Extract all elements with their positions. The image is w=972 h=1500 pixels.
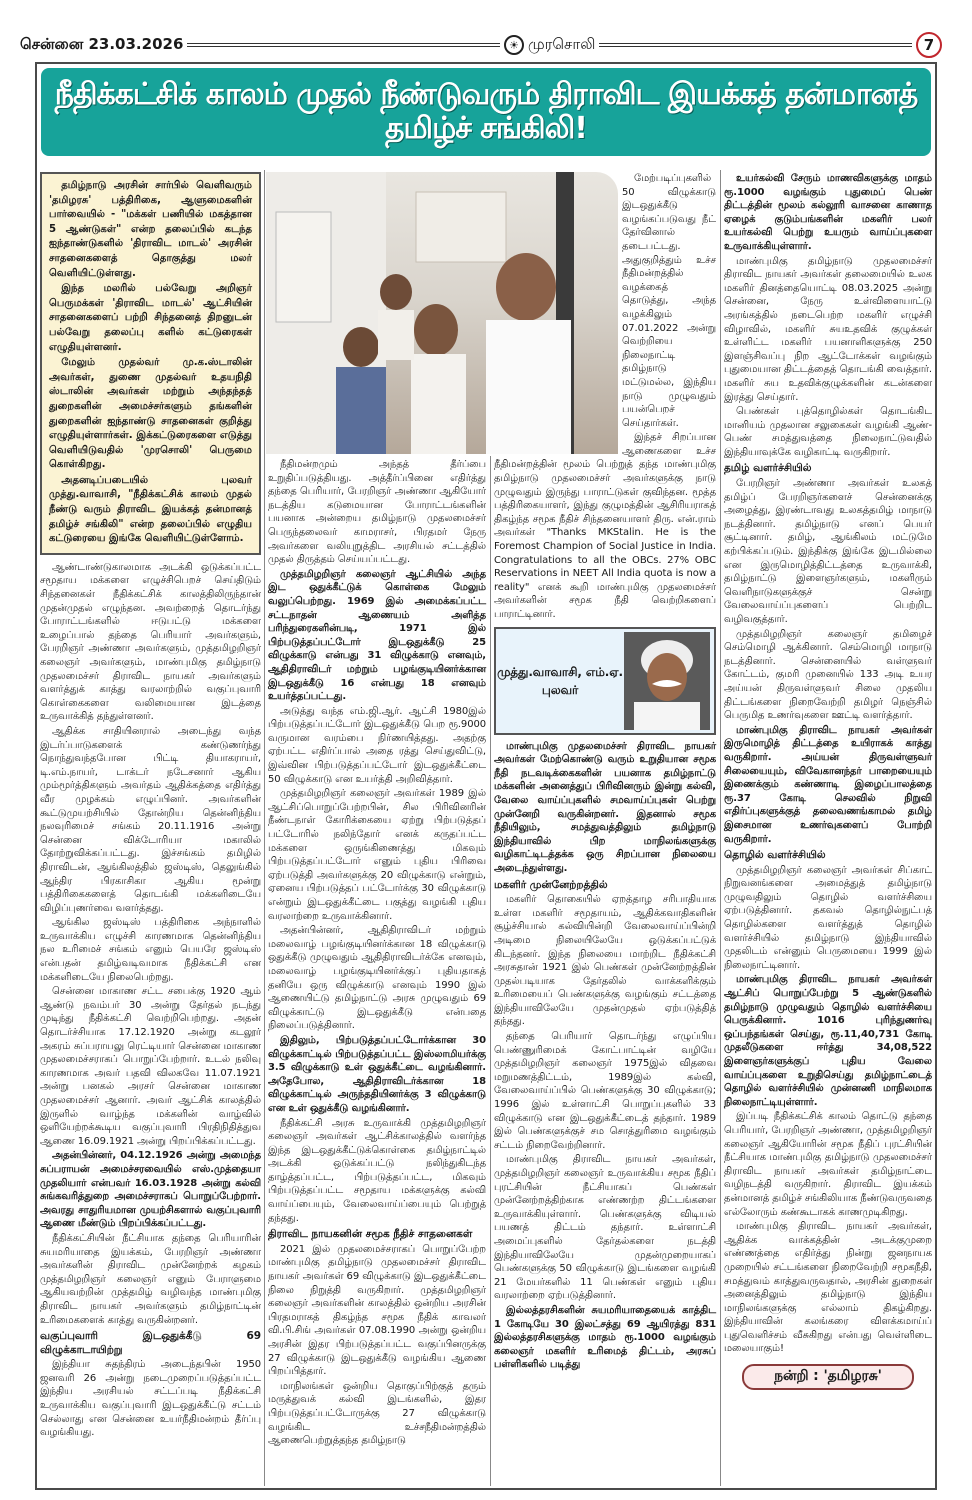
article-paragraph: மாநிலங்கள் ஒன்றிய தொகுப்பிற்குத் தரும் மருத்துவக் கல்வி இடங்களில், இதர பிற்படுத்தப்பட்டோருக்கு 27 விழுக்காடு வழங்கிட உச்சநீதிமன்றத்தில் ஆணைபெற்றுத்தந்த தமிழ்நாடு — [268, 1380, 486, 1447]
column-3 — [494, 172, 716, 1373]
article-paragraph: அடுத்து வந்த எம்.ஜி.ஆர். ஆட்சி 1980இல் பிற்படுத்தப்பட்டோர் இடஒதுக்கீடு பெற ரூ.9000 வருமான வரம்பை நிர்ணயித்தது. அதற்கு ஏற்பட்ட எதிர்ப்பால் அதை ரத்து செய்துவிட்டு, இவ்வின பிற்படுத்தப்பட்டோர் இடஒதுக்கீட்டை 50 விழுக்காடு என உயர்த்தி அறிவித்தார். — [268, 705, 486, 785]
article-paragraph: முத்தமிழறிஞர் கலைஞர் அவர்கள் 1989 இல் ஆட்சிப்பொறுப்பேற்றபின், சில பிரிவினரின் நீண்டநாள் கோரிக்கையை ஏற்று பிற்படுத்தப் பட்டோரில் நலிந்தோர் எனக் கருதப்பட்ட மக்களை ஒருங்கிணைத்து மிகவும் பிற்படுத்தப்பட்டோர் எனும் புதிய பிரிவை ஏற்படுத்தி அவர்களுக்கு 20 விழுக்காடு என்றும், ஏனைய பிற்படுத்தப் பட்டோர்க்கு 30 விழுக்காடு என்றும் இடஒதுக்கீட்டை பகுத்து வழங்கி புதிய வரலாற்றை உருவாக்கினார். — [268, 788, 486, 922]
article-paragraph: மாண்புமிகு தமிழ்நாடு முதலமைச்சர் திராவிட நாயகர் அவர்கள் தலைமையில் உலக மகளிர் தினத்தையொட்டி 08.03.2025 அன்று சென்னை, நேரு உள்விளையாட்டு அரங்கத்தில் நடைபெற்ற மகளிர் எழுச்சி விழாவில், மகளிர் சுயஉதவிக் குழுக்கள் உள்ளிட்ட மகளிர் பயனாளிகளுக்கு 250 இளஞ்சிவப்பு நிற ஆட்டோக்கள் வழங்கும் புதுமையான திட்டத்தைத் தொடங்கி வைத்தார். மகளிர் சுய உதவிக்குழுக்களின் கடன்களை இரத்து செய்தார். — [724, 255, 932, 403]
paper-name: முரசொலி — [527, 35, 596, 53]
article-paragraph: இல்லத்தரசிகளின் சுயமரியாதையைக் காத்திட 1 கோடியே 30 இலட்சத்து 69 ஆயிரத்து 831 இல்லத்தரசிகளுக்கு மாதம் ரூ.1000 வழங்கும் கலைஞர் மகளிர் உரிமைத் திட்டம், அரசுப் பள்ளிகளில் படித்து — [494, 1304, 716, 1371]
article-paragraph: மாண்புமிகு திராவிட நாயகர் அவர்கள், ஆதிக்க வாக்கத்தின் அடக்குமுறை எண்ணத்தை எதிர்த்து நின்று ஜனநாயக முறையில் சட்டங்களை நிறைவேற்றி சமூகநீதி, சமத்துவம் காத்துவருவதால், அரசின் துறைகள் அனைத்திலும் தமிழ்நாடு இந்திய மாநிலங்களுக்கு எல்லாம் திகழ்கிறது. இந்தியாவின் கலங்கரை விளக்கமாய்ப் புதுவெளிச்சம் வீசுகிறது என்பது வெள்ளிடை மலையாகும்! — [724, 1221, 932, 1355]
headline-box — [35, 62, 937, 160]
page-header — [20, 30, 942, 60]
article-paragraph: நீதிக்கட்சி அரசு உருவாக்கி முத்தமிழறிஞர் கலைஞர் அவர்கள் ஆட்சிக்காலத்தில் வளர்ந்த இந்த இடஒதுக்கீட்டுக்கொள்கை தமிழ்நாட்டில் அடக்கி ஒடுக்கப்பட்டு நலிந்துகிடந்த தாழ்த்தப்பட்ட, பிற்படுத்தப்பட்ட, மிகவும் பிற்படுத்தப்பட்ட சமூதாய மக்களுக்கு கல்வி வாய்ப்பையும், வேலைவாய்ப்பையும் பெற்றுத் தந்தது. — [268, 1117, 486, 1224]
article-paragraph: இப்படி நீதிக்கட்சிக் காலம் தொட்டு தந்தை பெரியார், பேரறிஞர் அண்ணா, முத்தமிழறிஞர் கலைஞர் ஆகியோரின் சமூக நீதிப் புரட்சியின் நீட்சியாக மாண்புமிகு தமிழ்நாடு முதலமைச்சர் திராவிட நாயகர் அவர்கள் தமிழ்நாட்டை வழிநடத்தி வருகிறார். திராவிட இயக்கம் தன்மானத் தமிழ்ச் சங்கிலியாக நீண்டுவருவதை எல்லோரும் கண்கூடாகக் காணமுடிகிறது. — [724, 1111, 932, 1218]
photo-wrap-spacer — [494, 172, 622, 456]
article-paragraph: நீதிமன்றமும் அந்தத் தீர்ப்பை உறுதிப்படுத்தியது. அத்தீர்ப்பினை எதிர்த்து தந்தை பெரியார், பேரறிஞர் அண்ணா ஆகியோர் நடத்திய கடுமையான போராட்டங்களின் பயனாக அன்றைய தமிழ்நாடு முதலமைச்சர் பெருந்தலைவர் காமராசர், பிரதமர் நேரு அவர்களை வலியுறுத்திட அரசியல் சட்டத்தில் முதல் திருத்தம் செய்யப்பட்டது. — [268, 459, 486, 566]
article-paragraph: அதன்பின்னர், 04.12.1926 அன்று அமைந்த சுப்பராயன் அமைச்சரவையில் எஸ்.முத்தையா முதலியார் என்பவர் 16.03.1928 அன்று கல்வி சுங்கவரித்துறை அமைச்சராகப் பொறுப்பேற்றார். அவரது சாதுரியமான முயற்சிகளால் வகுப்புவாரி ஆணை மீண்டும் பிறப்பிக்கப்பட்டது. — [40, 1150, 261, 1230]
section-heading: தமிழ் வளர்ச்சியில் — [724, 462, 812, 475]
article-paragraph: மேற்படிப்புகளில் 50 விழுக்காடு இடஒதுக்கீடு வழங்கப்படுவது நீட் தேர்வினால் தடைபட்டது. அதுகுறித்தும் உச்ச நீதிமன்றத்தில் வழக்கைத் தொடுத்து, அந்த வழக்கிலும் 07.01.2022 அன்று வெற்றியை நிலைநாட்டி தமிழ்நாடு மட்டுமல்ல, இந்திய நாடு முழுவதும் பயன்பெறச் செய்தார்கள். — [622, 173, 716, 429]
article-paragraph: இந்தச் சிறப்பான ஆணைகளை உச்ச நீதிமன்றத்தின் மூலம் பெற்றுத் தந்த மாண்புமிகு தமிழ்நாடு முதலமைச்சர் அவர்களுக்கு நாடு முழுவதும் இருந்து பாராட்டுகள் குவிந்தன. மூத்த பத்திரிகையாளர், இந்து குழுமத்தின் ஆசிரியராகத் திகழ்ந்த சமூக நீதிச் சிந்தனையாளர் திரு. என்.ராம் அவர்கள் "Thanks MKStalin. He is the Foremost Champion of Social Justice in India. Congratulations to all the OBCs. 27% OBC Reservations in NEET All India quota is now a reality" எனக் கூறி மாண்புமிகு முதலமைச்சர் அவர்களின் சமூக நீதி வெற்றிகளைப் பாராட்டினார். — [494, 432, 716, 620]
article-paragraph: மாண்புமிகு திராவிட நாயகர் அவர்கள் இருமொழித் திட்டத்தை உயிராகக் காத்து வருகிறார். அய்யன் திருவள்ளுவர் சிலையையும், விவேகானந்தர் பாறையையும் இணைக்கும் கண்ணாடி இழைப்பாலத்தை ரூ.37 கோடி செலவில் நிறுவி எதிர்ப்புகளுக்குத் தலைவணங்காமல் தமிழ் இசைமான உணர்வுகளைப் போற்றி வருகிறார். — [724, 724, 932, 845]
page-number: 7 — [916, 32, 942, 58]
rising-sun-emblem-icon: ☀ — [504, 35, 524, 55]
article-paragraph: இந்தியா சுதந்திரம் அடைந்தபின் 1950 ஜனவரி 26 அன்று நடைமுறைப்படுத்தப்பட்ட இந்திய அரசியல் சட்டப்படி நீதிக்கட்சி உருவாக்கிய வகுப்புவாரி இடஒதுக்கீட்டு சட்டம் செல்லாது என சென்னை உயர்நீதிமன்றம் தீர்ப்பு வழங்கியது. — [40, 1359, 261, 1439]
header-rule — [187, 43, 500, 47]
intro-paragraph: மேலும் முதல்வர் மு.க.ஸ்டாலின் அவர்கள், துணை முதல்வர் உதயநிதி ஸ்டாலின் அவர்கள் மற்றும் அந்தந்தத் துறைகளின் அமைச்சர்களும் தங்களின் துறைகளின் ஐந்தாண்டு சாதனைகள் குறித்து எழுதியுள்ளார்கள். இக்கட்டுரைகளை எடுத்து வெளியிடுவதில் 'முரசொலி' பெருமை கொள்கிறது. — [49, 357, 252, 471]
article-paragraph: முத்தமிழறிஞர் கலைஞர் ஆட்சியில் அந்த இட ஒதுக்கீட்டுக் கொள்கை மேலும் வலுப்பெற்றது. 1969 இல் அமைக்கப்பட்ட சட்டநாதன் ஆணையம் அளித்த பரிந்துரைகளின்படி, 1971 இல் பிற்படுத்தப்பட்டோர் இடஒதுக்கீடு 25 விழுக்காடு என்பது 31 விழுக்காடு எனவும், ஆதிதிராவிடர் மற்றும் பழங்குடியினர்க்கான இடஒதுக்கீடு 16 என்பது 18 எனவும் உயர்த்தப்பட்டது. — [268, 568, 486, 703]
article-paragraph: நீதிக்கட்சியின் நீட்சியாக தந்தை பெரியாரின் சுயமரியாதை இயக்கம், பேரறிஞர் அண்ணா அவர்களின் திராவிட முன்னேற்றக் கழகம் முத்தமிழறிஞர் கலைஞர் எனும் பேராளுமை ஆகியவற்றின் முத்தமிழ் வழிவந்த மாண்புமிகு திராவிட நாயகர் அவர்களும் தமிழ்நாட்டின் உரிமைகளைக் காத்து வருகின்றனர். — [40, 1232, 261, 1326]
column-1 — [40, 172, 261, 1441]
article-paragraph: 2021 இல் முதலமைச்சராகப் பொறுப்பேற்ற மாண்புமிகு தமிழ்நாடு முதலமைச்சர் திராவிட நாயகர் அவர்கள் 69 விழுக்காடு இடஒதுக்கீட்டை நிலை நிறுத்தி வருகிறார். முத்தமிழறிஞர் கலைஞர் அவர்களின் காலத்தில் ஒன்றிய அரசின் பிரதமராகத் திகழ்ந்த சமூக நீதிக் காவலர் வி.பி.சிங் அவர்கள் 07.08.1990 அன்று ஒன்றிய அரசின் இதர பிற்படுத்தப்பட்ட வகுப்பினருக்கு 27 விழுக்காடு இடஒதுக்கீடு வழங்கிய ஆணை பிறப்பித்தார். — [268, 1243, 486, 1378]
article-paragraph: சென்னை மாகாண சட்ட சபைக்கு 1920 ஆம் ஆண்டு நவம்பர் 30 அன்று தேர்தல் நடந்து முடிந்து நீதிக்கட்சி வெற்றிபெற்றது. அதன் தொடர்ச்சியாக 17.12.1920 அன்று கடலூர் அகரம் சுப்பராயலு ரெட்டியார் சென்னை மாகாண முதலமைச்சராகப் பொறுப்பேற்றார். உடல் நலிவு காரணமாக அவர் பதவி விலகவே 11.07.1921 அன்று பனகல் அரசர் சென்னை மாகாண முதலமைச்சர் ஆனார். அவர் ஆட்சிக் காலத்தில் இருளில் வாழ்ந்த மக்களின் வாழ்வில் ஒளியேற்றக்கூடிய வகுப்புவாரி பிரதிநிதித்துவ ஆணை 16.09.1921 அன்று பிறப்பிக்கப்பட்டது. — [40, 986, 261, 1147]
column-divider — [490, 456, 491, 1486]
column-4 — [724, 172, 932, 1390]
article-paragraph: ஆங்கில ஜஸ்டிஸ் பத்திரிகை அந்நாளில் உருவாக்கிய எழுச்சி காரணமாக தென்னிந்திய நல உரிமைச் சங்கம் எனும் பெயரே ஜஸ்டிஸ் என்பதன் தமிழ்வடிவமாக நீதிக்கட்சி என மக்களிடையே நிலைபெற்றது. — [40, 917, 261, 983]
intro-box — [40, 172, 261, 555]
section-heading: மகளிர் முன்னேற்றத்தில் — [494, 878, 608, 891]
author-name: முத்து.வாவாசி, எம்.ஏ. — [497, 664, 623, 679]
author-byline — [496, 663, 624, 699]
intro-paragraph: தமிழ்நாடு அரசின் சார்பில் வெளிவரும் 'தமிழரசு' பத்திரிகை, ஆளுமைகளின் பார்வையில் - "மக்கள் பணியில் மகத்தான 5 ஆண்டுகள்" என்ற தலைப்பில் கடந்த ஐந்தாண்டுகளில் 'திராவிட மாடல்' அரசின் சாதனைகளைத் தொகுத்து மலர் வெளியிட்டுள்ளது. — [49, 180, 252, 279]
article-paragraph: ஆதிக்க சாதியினரால் அடைந்து வந்த இடர்ப்பாடுகளைக் கண்டுணர்ந்து நொந்துவந்தபோன பிட்டி தியாகராயர், டி.எம்.நாயர், டாக்டர் நடேசனார் ஆகிய மும்மூர்த்திகளும் அவர்தம் ஆதிக்கத்தை எதிர்த்து வீர முழக்கம் எழுப்பினர். அவர்களின் கூட்டுமுயற்சியில் தோன்றிய தென்னிந்திய நலவுரிமைச் சங்கம் 20.11.1916 அன்று சென்னை விக்டோரியா மகாலில் தோற்றுவிக்கப்பட்டது. இச்சங்கம் தமிழில் திராவிடன், ஆங்கிலத்தில் ஜஸ்டிஸ், தெலுங்கில் ஆந்திர பிரகாசிகா ஆகிய மூன்று பத்திரிகைகளைத் தொடங்கி மக்களிடையே விழிப்புணர்வை வளர்த்தது. — [40, 725, 261, 914]
article-paragraph: மாண்புமிகு திராவிட நாயகர் அவர்கள், முத்தமிழறிஞர் கலைஞர் உருவாக்கிய சமூக நீதிப் புரட்சியின் நீட்சியாகப் பெண்கள் முன்னேற்றத்திற்காக எண்ணற்ற திட்டங்களை உருவாக்கியுள்ளார். பெண்களுக்கு விடியல் பயணத் திட்டம் தந்தார். உள்ளாட்சி அமைப்புகளில் தேர்தல்களை நடத்தி இந்தியாவிலேயே முதன்முறையாகப் பெண்களுக்கு 50 விழுக்காடு இடங்களை வழங்கி 21 மேயர்களில் 11 பெண்கள் எனும் புதிய வரலாற்றை ஏற்படுத்தினார். — [494, 1154, 716, 1302]
intro-paragraph: இந்த மலரில் பல்வேறு அறிஞர் பெருமக்கள் 'திராவிட மாடல்' ஆட்சியின் சாதனைகளைப் பற்றி சிந்தனைத் திறனுடன் பல்வேறு தலைப்பு களில் கட்டுரைகள் எழுதியுள்ளனர். — [49, 283, 252, 353]
section-heading: தொழில் வளர்ச்சியில் — [724, 849, 826, 862]
section-heading: திராவிட நாயகனின் சமூக நீதிச் சாதனைகள் — [268, 1228, 473, 1241]
article-paragraph: மகளிர் தொகையில் ஏறத்தாழ சரிபாதியாக உள்ள மகளிர் சமூதாயம், ஆதிக்கவாதிகளின் சூழ்ச்சியால் கல்வியின்றி வேலைவாய்ப்பின்றி அடிமை நிலையிலேயே ஒடுக்கப்பட்டுக் கிடந்தனர். இந்த நிலையை மாற்றிட நீதிக்கட்சி அரசுதான் 1921 இல் பெண்கள் முன்னேற்றத்தின் முதல்படியாக தேர்தலில் வாக்களிக்கும் உரிமையைப் பெண்களுக்கு வழங்கும் சட்டத்தை இந்தியாவிலேயே முதன்முதல் ஏற்படுத்தித் தந்தது. — [494, 894, 716, 1028]
article-paragraph: அதன்பின்னர், ஆதிதிராவிடர் மற்றும் மலைவாழ் பழங்குடியினர்க்கான 18 விழுக்காடு ஒதுக்கீடு முழுவதும் ஆதிதிராவிடர்க்கே எனவும், மலைவாழ் பழங்குடியினர்க்குப் புதியதாகத் தனியே ஒரு விழுக்காடு எனவும் 1990 இல் ஆணையிட்டு தமிழ்நாட்டு அரசு முழுவதும் 69 விழுக்காட்டு இடஒதுக்கீடு என்பதை நிலைப்படுத்தினார். — [268, 925, 486, 1032]
article-paragraph: ஆண்டாண்டுகாலமாக அடக்கி ஒடுக்கப்பட்ட சமூதாய மக்களை எழுச்சிபெறச் செய்திடும் சிந்தனைகள் நீதிக்கட்சிக் காலத்திலிருந்தான் முதன்முதல் எழுந்தன. அவற்றைத் தொடர்ந்து போராட்டங்களில் ஈடுபட்டு மக்களை உழைப்பால் தந்தை பெரியார் அவர்களும், பேரறிஞர் அண்ணா அவர்களும், முத்தமிழறிஞர் கலைஞர் அவர்களும், மாண்புமிகு தமிழ்நாடு முதலமைச்சர் திராவிட நாயகர் அவர்களும் வளர்த்துக் காத்து வரலாற்றில் வகுப்புவாரி கொள்கைகளை வலிமையான இடத்தை உருவாக்கித் தந்துள்ளனர். — [40, 561, 261, 723]
credit-box: நன்றி : 'தமிழரசு' — [742, 1364, 914, 1390]
article-paragraph: இதிலும், பிற்படுத்தப்பட்டோர்க்கான 30 விழுக்காட்டில் பிற்படுத்தப்பட்ட இஸ்லாமியர்க்கு 3.5 விழுக்காடு உள் ஒதுக்கீட்டை வழங்கினார். அதேபோல, ஆதிதிராவிடர்க்கான 18 விழுக்காட்டில் அருந்ததியினர்க்கு 3 விழுக்காடு என உள் ஒதுக்கீடு வழங்கினார். — [268, 1034, 486, 1114]
city-date: சென்னை 23.03.2026 — [20, 35, 184, 53]
article-paragraph: தந்தை பெரியார் தொடர்ந்து எழுப்பிய பெண்ணுரிமைக் கோட்பாட்டின் வழியே முத்தமிழறிஞர் கலைஞர் 1975இல் விதவை மறுமணத்திட்டம், 1989இல் கல்வி, வேலைவாய்ப்பில் பெண்களுக்கு 30 விழுக்காடு; 1996 இல் உள்ளாட்சி பொறுப்புகளில் 33 விழுக்காடு என இடஒதுக்கீட்டைத் தந்தார். 1989 இல் பெண்களுக்குச் சம சொத்துரிமை வழங்கும் சட்டம் நிறைவேற்றினார். — [494, 1031, 716, 1151]
article-paragraph: மாண்புமிகு திராவிட நாயகர் அவர்கள் ஆட்சிப் பொறுப்பேற்று 5 ஆண்டுகளில் தமிழ்நாடு முழுவதும் தொழில் வளர்ச்சியை பெருக்கினார். 1016 புரிந்துணர்வு ஒப்பந்தங்கள் செய்து, ரூ.11,40,731 கோடி முதலீடுகளை ஈர்த்து 34,08,522 இளைஞர்களுக்குப் புதிய வேலை வாய்ப்புகளை உறுதிசெய்து தமிழ்நாட்டைத் தொழில் வளர்ச்சியில் முன்னணி மாநிலமாக நிலைநாட்டியுள்ளார். — [724, 974, 932, 1108]
column-divider — [720, 170, 721, 1486]
article-paragraph: மாண்புமிகு முதலமைச்சர் திராவிட நாயகர் அவர்கள் மேற்கொண்டு வரும் உறுதியான சமூக நீதி நடவடிக்கைகளின் பயனாக தமிழ்நாட்டு மக்களின் அனைத்துப் பிரிவினரும் இன்று கல்வி, வேலை வாய்ப்புகளில் சமவாய்ப்புகள் பெற்று முன்னேறி வருகின்றனர். இதனால் சமூக நீதியிலும், சமத்துவத்திலும் தமிழ்நாடு இந்தியாவில் பிற மாநிலங்களுக்கு வழிகாட்டிடத்தக்க ஒரு சிறப்பான நிலையை அடைந்துள்ளது. — [494, 740, 716, 874]
author-photo — [624, 632, 710, 730]
headline: நீதிக்கட்சிக் காலம் முதல் நீண்டுவரும் திராவிட இயக்கத் தன்மானத் தமிழ்ச் சங்கிலி! — [41, 68, 931, 156]
author-title: புலவர் — [541, 682, 579, 697]
article-paragraph: பெண்கள் புத்தொழில்கள் தொடங்கிட மானியம் முதலான சலுகைகள் வழங்கி ஆண்-பெண் சமத்துவத்தை நிலைநாட்டுவதில் இந்தியாவுக்கே வழிகாட்டி வருகிறார். — [724, 406, 932, 458]
header-rule — [599, 43, 912, 47]
article-paragraph: முத்தமிழறிஞர் கலைஞர் தமிழைச் செம்மொழி ஆக்கினார். செம்மொழி மாநாடு நடத்தினார். சென்னையில் வள்ளுவர் கோட்டம், குமரி முனையில் 133 அடி உயர அய்யன் திருவள்ளுவர் சிலை முதலிய திட்டங்களை நிறைவேற்றி தமிழர் நெஞ்சில் பெருமித உணர்வுகளை ஊட்டி வளர்த்தார். — [724, 628, 932, 722]
article-paragraph: பேரறிஞர் அண்ணா அவர்கள் உலகத் தமிழ்ப் பேரறிஞர்களைச் சென்னைக்கு அழைத்து, இரண்டாவது உலகத்தமிழ் மாநாடு நடத்தினார். தமிழ்நாடு எனப் பெயர் சூட்டினார். தமிழ், ஆங்கிலம் மட்டுமே கற்பிக்கப்படும். இந்திக்கு இங்கே இடமில்லை என இருமொழித்திட்டத்தை உருவாக்கி, தமிழ்நாட்டு இளைஞர்களும், மகளிரும் வெளிநாடுகளுக்குச் சென்று வேலைவாய்ப்புகளைப் பெற்றிட வழிவகுத்தார். — [724, 478, 932, 625]
section-heading: வகுப்புவாரி இடஒதுக்கீடு 69 விழுக்காடாயிற்று — [40, 1330, 261, 1356]
article-paragraph: உயர்கல்வி சேரும் மாணவிகளுக்கு மாதம் ரூ.1000 வழங்கும் புதுமைப் பெண் திட்டத்தின் மூலம் கல்லூரி வாசனை காணாத ஏழைக் குடும்பங்களின் மகளிர் பலர் உயர்கல்வி பெற்று உயரும் வாய்ப்புகளை உருவாக்கியுள்ளார். — [724, 173, 932, 252]
column-divider — [264, 170, 265, 1486]
column-2 — [268, 458, 486, 1449]
article-paragraph: முத்தமிழறிஞர் கலைஞர் அவர்கள் சிப்காட் நிறுவனங்களை அமைத்துத் தமிழ்நாடு முழுவதிலும் தொழில் வளர்ச்சியை ஏற்படுத்தினார். தகவல் தொழில்நுட்பத் தொழில்களை வளர்த்துத் தொழில் வளர்ச்சியில் தமிழ்நாடு இந்தியாவில் முதலிடம் என்னும் பெருமையை 1999 இல் நிலைநாட்டினார். — [724, 864, 932, 971]
author-box — [494, 627, 716, 735]
intro-paragraph: அதனடிப்படையில் புலவர் முத்து.வாவாசி, "நீதிக்கட்சிக் காலம் முதல் நீண்டு வரும் திராவிட இயக்கத் தன்மானத் தமிழ்ச் சங்கிலி" என்ற தலைப்பில் எழுதிய கட்டுரையை இங்கே வெளியிட்டுள்ளோம். — [49, 474, 252, 545]
